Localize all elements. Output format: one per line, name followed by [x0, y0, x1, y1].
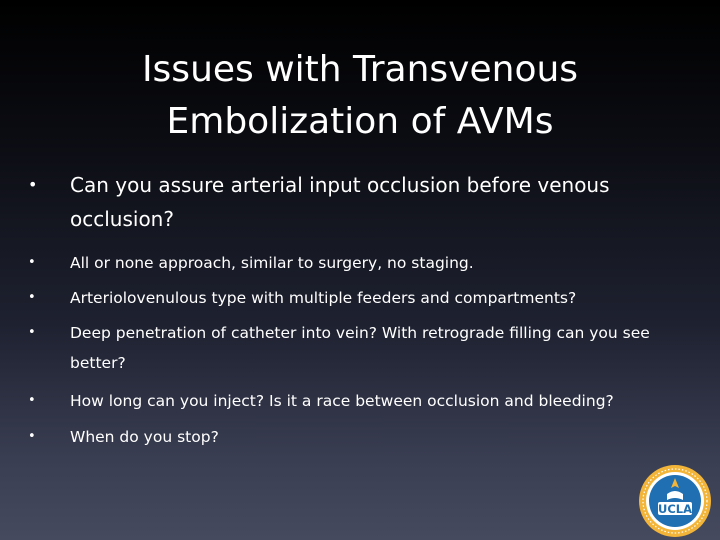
- bullet-text: Can you assure arterial input occlusion before venous occlusion?: [70, 173, 610, 231]
- bullet-text: All or none approach, similar to surgery, no staging.: [70, 254, 474, 272]
- bullet-text: Deep penetration of catheter into vein? With retrograde filling can you see better?: [70, 324, 650, 372]
- bullet-item: [26, 422, 666, 452]
- title-line-2: Embolization of AVMs: [166, 101, 554, 142]
- bullet-item: [26, 168, 666, 236]
- bullet-text: Arteriolovenulous type with multiple feeders and compartments?: [70, 289, 577, 307]
- bullet-glyph: •: [28, 393, 36, 408]
- bullet-item: [26, 318, 666, 378]
- bullet-text: How long can you inject? Is it a race between occlusion and bleeding?: [70, 392, 614, 410]
- title-line-1: Issues with Transvenous: [141, 49, 579, 90]
- bullet-glyph: •: [28, 290, 36, 305]
- bullet-glyph: •: [28, 429, 36, 444]
- seal-text: UCLA: [657, 502, 693, 516]
- bullet-glyph: •: [28, 255, 36, 270]
- bullet-text: When do you stop?: [70, 428, 219, 446]
- ucla-seal-icon: [638, 464, 712, 538]
- slide-title: [60, 44, 660, 148]
- bullet-glyph: •: [28, 175, 38, 194]
- bullet-item: [26, 248, 666, 278]
- bullet-item: [26, 386, 666, 416]
- bullet-item: [26, 283, 666, 313]
- bullet-glyph: •: [28, 325, 36, 340]
